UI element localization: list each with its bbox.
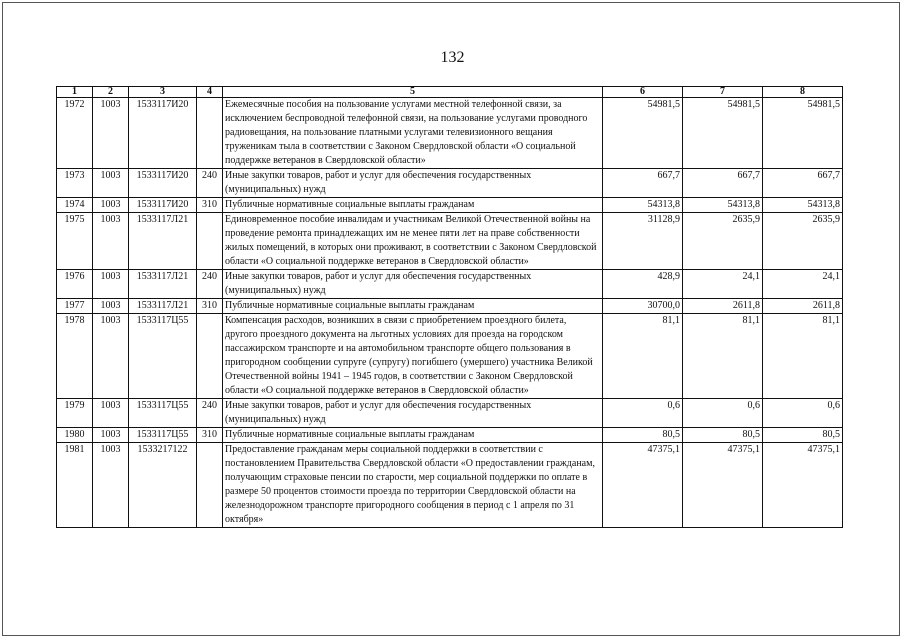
cell-line-number: 1979 — [57, 399, 93, 428]
cell-target-code: 1533117Л21 — [129, 213, 197, 270]
cell-amount-col6: 81,1 — [603, 314, 683, 399]
cell-amount-col7: 24,1 — [683, 270, 763, 299]
cell-section-code: 1003 — [93, 98, 129, 169]
cell-amount-col8: 24,1 — [763, 270, 843, 299]
table-row — [57, 213, 843, 270]
table-row — [57, 98, 843, 169]
cell-expense-type: 310 — [197, 198, 223, 213]
header-col-1: 1 — [57, 87, 93, 98]
header-col-2: 2 — [93, 87, 129, 98]
cell-line-number: 1977 — [57, 299, 93, 314]
cell-amount-col6: 0,6 — [603, 399, 683, 428]
cell-amount-col8: 47375,1 — [763, 443, 843, 528]
cell-amount-col6: 80,5 — [603, 428, 683, 443]
cell-amount-col8: 667,7 — [763, 169, 843, 198]
cell-amount-col8: 2635,9 — [763, 213, 843, 270]
cell-amount-col8: 54313,8 — [763, 198, 843, 213]
table-row — [57, 299, 843, 314]
cell-section-code: 1003 — [93, 299, 129, 314]
cell-line-number: 1972 — [57, 98, 93, 169]
cell-section-code: 1003 — [93, 198, 129, 213]
table-row — [57, 399, 843, 428]
cell-amount-col7: 54313,8 — [683, 198, 763, 213]
cell-amount-col6: 47375,1 — [603, 443, 683, 528]
cell-amount-col7: 667,7 — [683, 169, 763, 198]
cell-amount-col7: 2611,8 — [683, 299, 763, 314]
cell-expense-type: 240 — [197, 399, 223, 428]
cell-description: Иные закупки товаров, работ и услуг для обеспечения государственных (муниципальных) нужд — [223, 270, 603, 299]
header-col-6: 6 — [603, 87, 683, 98]
cell-amount-col6: 54981,5 — [603, 98, 683, 169]
cell-line-number: 1974 — [57, 198, 93, 213]
cell-amount-col8: 54981,5 — [763, 98, 843, 169]
cell-target-code: 1533117Л21 — [129, 270, 197, 299]
budget-table — [56, 86, 843, 528]
cell-line-number: 1973 — [57, 169, 93, 198]
cell-target-code: 1533117Ц55 — [129, 314, 197, 399]
cell-amount-col6: 54313,8 — [603, 198, 683, 213]
table-row — [57, 443, 843, 528]
cell-target-code: 1533117И20 — [129, 198, 197, 213]
cell-description: Единовременное пособие инвалидам и участникам Великой Отечественной войны на проведение ремонта принадлежащих им не менее пяти лет на праве собственности жилых помещений, в которых они проживают, в соответствии с Законом Свердловской области «О социальной поддержке ветеранов в Свердловской области» — [223, 213, 603, 270]
header-col-8: 8 — [763, 87, 843, 98]
cell-amount-col7: 81,1 — [683, 314, 763, 399]
cell-line-number: 1981 — [57, 443, 93, 528]
cell-amount-col6: 667,7 — [603, 169, 683, 198]
cell-amount-col8: 81,1 — [763, 314, 843, 399]
cell-description: Иные закупки товаров, работ и услуг для обеспечения государственных (муниципальных) нужд — [223, 169, 603, 198]
cell-expense-type: 240 — [197, 270, 223, 299]
cell-description: Ежемесячные пособия на пользование услугами местной телефонной связи, за исключением беспроводной телефонной связи, на пользование услугами проводного радиовещания, на пользование платными услугами телевизионного вещания труженикам тыла в соответствии с Законом Свердловской области «О социальной поддержке ветеранов в Свердловской области» — [223, 98, 603, 169]
cell-description: Иные закупки товаров, работ и услуг для обеспечения государственных (муниципальных) нужд — [223, 399, 603, 428]
cell-line-number: 1976 — [57, 270, 93, 299]
cell-amount-col6: 428,9 — [603, 270, 683, 299]
cell-amount-col8: 2611,8 — [763, 299, 843, 314]
cell-expense-type — [197, 98, 223, 169]
cell-description: Публичные нормативные социальные выплаты гражданам — [223, 198, 603, 213]
cell-amount-col7: 0,6 — [683, 399, 763, 428]
cell-amount-col7: 54981,5 — [683, 98, 763, 169]
cell-amount-col7: 2635,9 — [683, 213, 763, 270]
cell-line-number: 1978 — [57, 314, 93, 399]
cell-amount-col7: 80,5 — [683, 428, 763, 443]
table-row — [57, 270, 843, 299]
cell-section-code: 1003 — [93, 399, 129, 428]
cell-section-code: 1003 — [93, 213, 129, 270]
cell-target-code: 1533117Ц55 — [129, 399, 197, 428]
cell-target-code: 1533117И20 — [129, 169, 197, 198]
cell-amount-col8: 0,6 — [763, 399, 843, 428]
cell-section-code: 1003 — [93, 428, 129, 443]
cell-section-code: 1003 — [93, 314, 129, 399]
header-col-4: 4 — [197, 87, 223, 98]
cell-section-code: 1003 — [93, 270, 129, 299]
cell-expense-type: 240 — [197, 169, 223, 198]
cell-description: Публичные нормативные социальные выплаты гражданам — [223, 428, 603, 443]
cell-target-code: 1533117Ц55 — [129, 428, 197, 443]
table-row — [57, 198, 843, 213]
page-number: 132 — [440, 49, 465, 66]
cell-target-code: 1533217122 — [129, 443, 197, 528]
cell-description: Публичные нормативные социальные выплаты гражданам — [223, 299, 603, 314]
cell-amount-col7: 47375,1 — [683, 443, 763, 528]
table-row — [57, 314, 843, 399]
header-col-7: 7 — [683, 87, 763, 98]
cell-expense-type: 310 — [197, 299, 223, 314]
table-row — [57, 428, 843, 443]
cell-expense-type: 310 — [197, 428, 223, 443]
table-row — [57, 169, 843, 198]
header-col-3: 3 — [129, 87, 197, 98]
header-row — [57, 87, 843, 98]
cell-section-code: 1003 — [93, 169, 129, 198]
cell-amount-col6: 31128,9 — [603, 213, 683, 270]
cell-amount-col6: 30700,0 — [603, 299, 683, 314]
cell-target-code: 1533117Л21 — [129, 299, 197, 314]
cell-expense-type — [197, 213, 223, 270]
cell-description: Предоставление гражданам меры социальной поддержки в соответствии с постановлением Правительства Свердловской области «О предоставлении гражданам, получающим страховые пенсии по старости, мер социальной поддержки по оплате в размере 50 процентов стоимости проезда по территории Свердловской области на железнодорожном транспорте пригородного сообщения в период с 1 апреля по 31 октября» — [223, 443, 603, 528]
cell-line-number: 1980 — [57, 428, 93, 443]
cell-expense-type — [197, 443, 223, 528]
table-body — [57, 98, 843, 528]
cell-section-code: 1003 — [93, 443, 129, 528]
header-col-5: 5 — [223, 87, 603, 98]
cell-expense-type — [197, 314, 223, 399]
cell-target-code: 1533117И20 — [129, 98, 197, 169]
cell-description: Компенсация расходов, возникших в связи с приобретением проездного билета, другого проездного документа на льготных условиях для проезда на городском пассажирском транспорте и на автомобильном транспорте общего пользования в пригородном сообщении супруге (супругу) погибшего (умершего) участника Великой Отечественной войны 1941 – 1945 годов, в соответствии с Законом Свердловской области «О социальной поддержке ветеранов в Свердловской области» — [223, 314, 603, 399]
cell-amount-col8: 80,5 — [763, 428, 843, 443]
cell-line-number: 1975 — [57, 213, 93, 270]
